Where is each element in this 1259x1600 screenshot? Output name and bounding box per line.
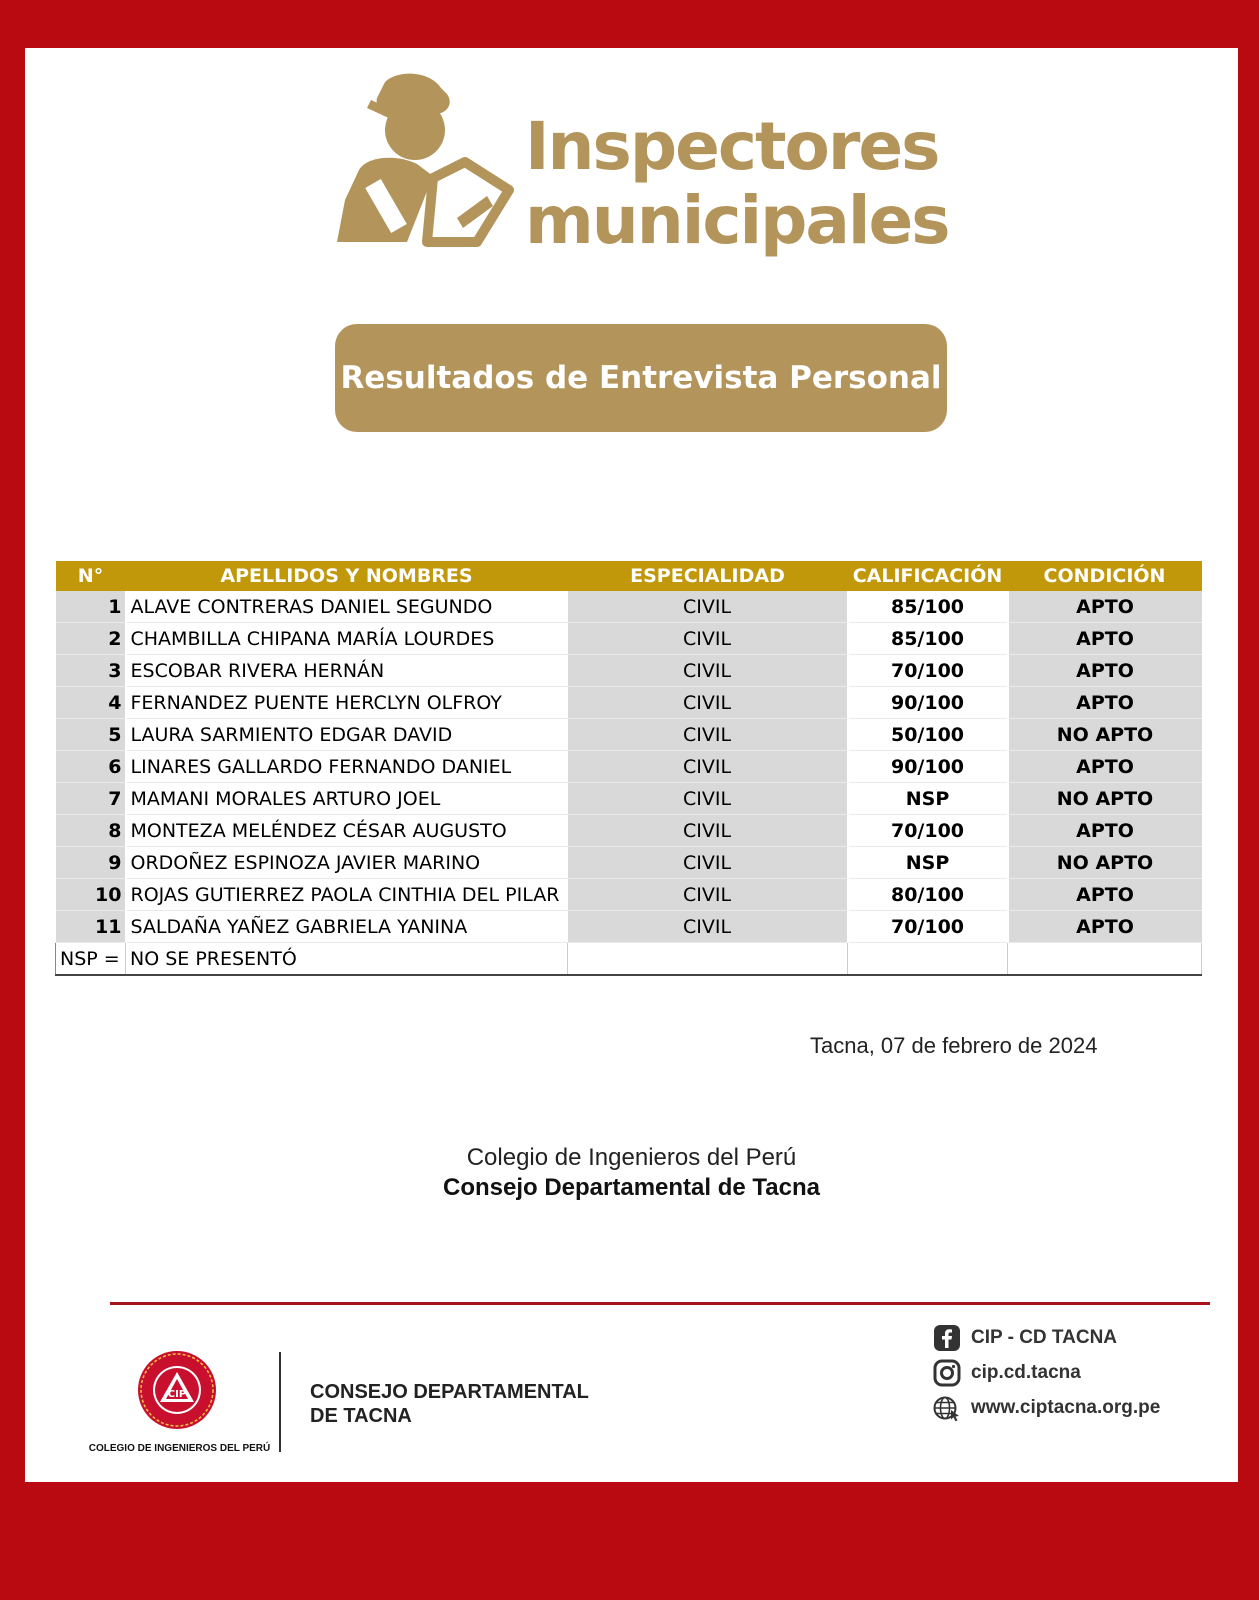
col-header-name: APELLIDOS Y NOMBRES [126,561,568,591]
council-line-1: CONSEJO DEPARTAMENTAL [310,1381,589,1403]
signature-line-1: Colegio de Ingenieros del Perú [466,1144,797,1171]
row-specialty: CIVIL [568,751,848,783]
row-specialty: CIVIL [568,719,848,751]
row-score: 80/100 [848,879,1008,911]
row-specialty: CIVIL [568,783,848,815]
council-name [310,1380,589,1428]
footnote-empty-cell [1008,943,1202,976]
row-condition: APTO [1008,623,1202,655]
table-row [56,719,1202,751]
row-specialty: CIVIL [568,687,848,719]
signature-line-2: Consejo Departamental de Tacna [443,1174,820,1201]
title-line-1: Inspectores [525,108,939,185]
row-name: MAMANI MORALES ARTURO JOEL [126,783,568,815]
table-row [56,879,1202,911]
col-header-number: N° [56,561,126,591]
row-name: LINARES GALLARDO FERNANDO DANIEL [126,751,568,783]
facebook-label: CIP - CD TACNA [971,1327,1118,1348]
table-header-row [56,561,1202,591]
row-condition: NO APTO [1008,783,1202,815]
row-score: 90/100 [848,687,1008,719]
table-row [56,847,1202,879]
row-name: FERNANDEZ PUENTE HERCLYN OLFROY [126,687,568,719]
row-name: MONTEZA MELÉNDEZ CÉSAR AUGUSTO [126,815,568,847]
banner-label: Resultados de Entrevista Personal [340,360,942,396]
row-number: 3 [56,655,126,687]
row-score: 70/100 [848,911,1008,943]
row-condition: APTO [1008,655,1202,687]
row-number: 6 [56,751,126,783]
row-number: 8 [56,815,126,847]
results-banner [335,324,947,432]
footnote-empty-cell [848,943,1008,976]
table-row [56,815,1202,847]
row-number: 9 [56,847,126,879]
row-specialty: CIVIL [568,879,848,911]
row-condition: APTO [1008,911,1202,943]
instagram-link[interactable] [933,1359,1081,1387]
row-name: ALAVE CONTRERAS DANIEL SEGUNDO [126,591,568,623]
row-specialty: CIVIL [568,655,848,687]
row-number: 1 [56,591,126,623]
row-score: 70/100 [848,815,1008,847]
row-specialty: CIVIL [568,623,848,655]
document-page [25,48,1238,1482]
row-specialty: CIVIL [568,911,848,943]
seal-caption: COLEGIO DE INGENIEROS DEL PERÚ [88,1443,271,1454]
table-body [56,591,1202,975]
row-score: 50/100 [848,719,1008,751]
table-row [56,655,1202,687]
table-footnote-row [56,943,1202,976]
row-name: CHAMBILLA CHIPANA MARÍA LOURDES [126,623,568,655]
globe-icon [933,1394,961,1422]
title-line-2: municipales [525,182,949,259]
table-row [56,911,1202,943]
footnote-empty-cell [568,943,848,976]
row-score: 85/100 [848,623,1008,655]
row-number: 5 [56,719,126,751]
row-name: SALDAÑA YAÑEZ GABRIELA YANINA [126,911,568,943]
row-score: 70/100 [848,655,1008,687]
table-row [56,623,1202,655]
row-condition: NO APTO [1008,847,1202,879]
row-condition: APTO [1008,591,1202,623]
row-number: 2 [56,623,126,655]
row-number: 11 [56,911,126,943]
row-name: ROJAS GUTIERREZ PAOLA CINTHIA DEL PILAR [126,879,568,911]
footnote-key: NSP = [56,943,126,976]
facebook-link[interactable] [933,1324,1117,1352]
col-header-condition: CONDICIÓN [1008,561,1202,591]
col-header-specialty: ESPECIALIDAD [568,561,848,591]
cip-seal-icon [137,1350,217,1430]
table-row [56,751,1202,783]
row-score: 90/100 [848,751,1008,783]
row-number: 10 [56,879,126,911]
results-table [55,561,1201,976]
svg-text:CIP: CIP [167,1389,187,1400]
footnote-value: NO SE PRESENTÓ [126,943,568,976]
table-row [56,687,1202,719]
date-line: Tacna, 07 de febrero de 2024 [810,1033,1098,1058]
row-condition: APTO [1008,815,1202,847]
table-row [56,591,1202,623]
row-number: 7 [56,783,126,815]
row-specialty: CIVIL [568,591,848,623]
instagram-icon [933,1359,961,1387]
row-condition: APTO [1008,687,1202,719]
row-condition: APTO [1008,751,1202,783]
website-label: www.ciptacna.org.pe [971,1397,1161,1418]
table-row [56,783,1202,815]
inspector-icon [337,72,522,254]
row-name: ESCOBAR RIVERA HERNÁN [126,655,568,687]
footer-vertical-divider [279,1352,281,1452]
col-header-score: CALIFICACIÓN [848,561,1008,591]
row-name: LAURA SARMIENTO EDGAR DAVID [126,719,568,751]
row-number: 4 [56,687,126,719]
instagram-label: cip.cd.tacna [971,1362,1081,1383]
row-score: NSP [848,847,1008,879]
row-condition: NO APTO [1008,719,1202,751]
row-specialty: CIVIL [568,847,848,879]
row-score: 85/100 [848,591,1008,623]
council-line-2: DE TACNA [310,1405,412,1427]
website-link[interactable] [933,1394,1160,1422]
row-condition: APTO [1008,879,1202,911]
row-name: ORDOÑEZ ESPINOZA JAVIER MARINO [126,847,568,879]
row-specialty: CIVIL [568,815,848,847]
facebook-icon [933,1324,961,1352]
footer-divider [110,1302,1210,1305]
row-score: NSP [848,783,1008,815]
